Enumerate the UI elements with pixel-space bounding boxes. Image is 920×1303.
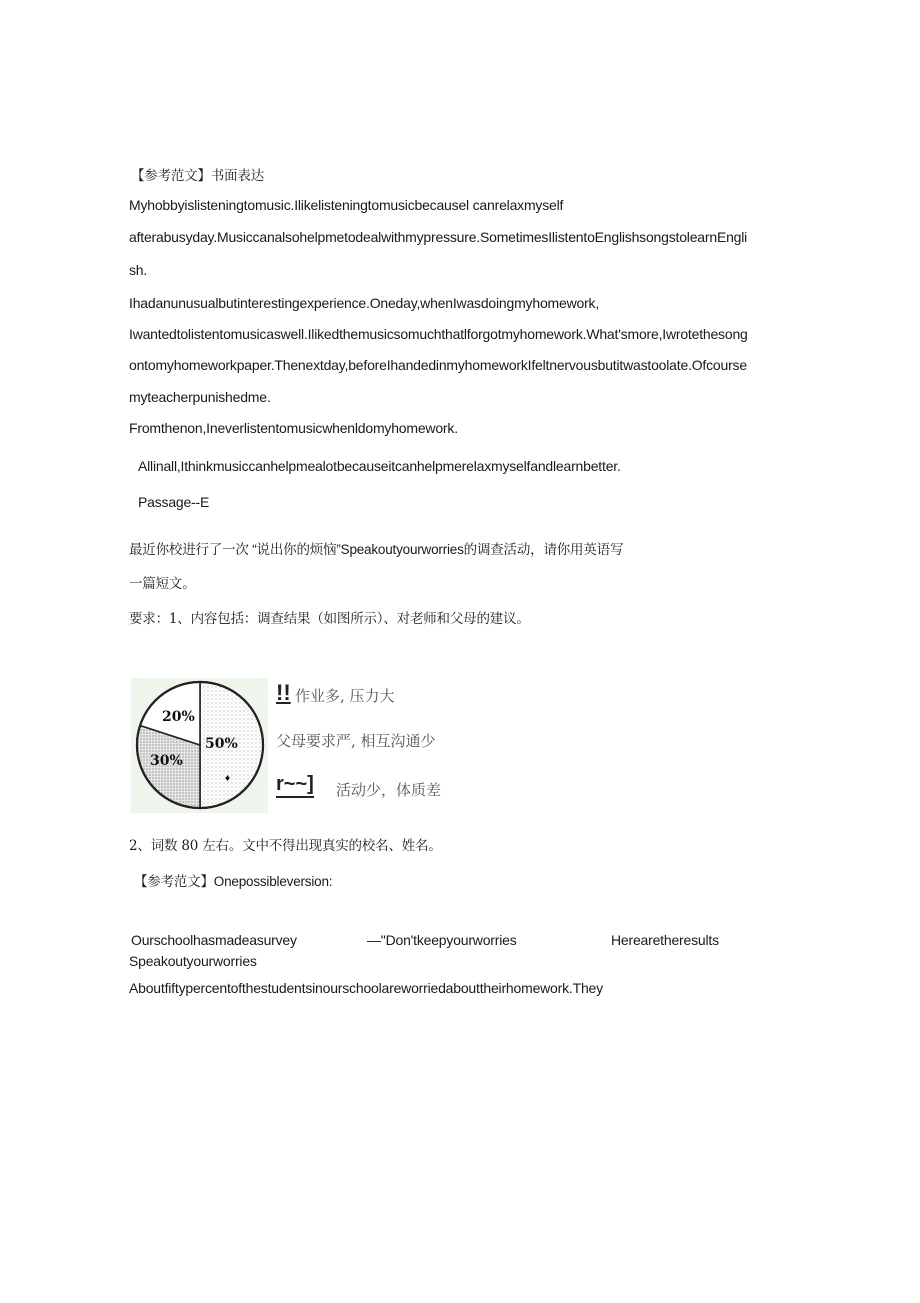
essay2-col-1: Ourschoolhasmadeasurvey: [131, 932, 297, 948]
essay-line-3: sh.: [129, 262, 148, 278]
pie-label-30: 30%: [150, 753, 183, 769]
legend-item-3: 活动少，体质差: [336, 781, 442, 799]
essay-line-1: Myhobbyislisteningtomusic.Ilikelisteningtomusicbecausel canrelaxmyself: [129, 197, 564, 213]
legend-mark-1: !!: [276, 680, 291, 705]
pie-label-50: 50%: [205, 736, 238, 752]
essay-line-7: myteacherpunishedme.: [129, 389, 271, 405]
essay-line-5: Iwantedtolistentomusicaswell.Ilikedthemusicsomuchthatlforgotmyhomework.What'smore,Iwrotethesong: [129, 326, 748, 342]
essay2-col-2: —"Don'tkeepyourworries: [367, 932, 517, 948]
essay-line-4: Ihadanunusualbutinterestingexperience.Oneday,whenIwasdoingmyhomework,: [129, 295, 600, 311]
pie-chart: [131, 678, 268, 813]
essay2-line-3: Aboutfiftypercentofthestudentsinourschoolareworriedabouttheirhomework.They: [129, 980, 603, 996]
pie-dot-mark: ♦: [225, 773, 231, 784]
heading-possible-version: 【参考范文】Onepossibleversion:: [134, 874, 333, 889]
requirement-1: 要求：1、内容包括：调查结果（如图所示）、对老师和父母的建议。: [129, 611, 530, 627]
prompt-line-2: 一篇短文。: [129, 576, 196, 592]
legend-item-2: 父母要求严, 相互沟通少: [276, 732, 436, 750]
pie-label-20: 20%: [162, 709, 195, 725]
legend-mark-2: r~~]: [276, 773, 314, 798]
essay-line-8: Fromthenon,Ineverlistentomusicwhenldomyhomework.: [129, 420, 458, 436]
passage-label: Passage--E: [138, 494, 210, 510]
essay-line-6: ontomyhomeworkpaper.Thenextday,beforeIhandedinmyhomeworkIfeltnervousbutitwastoolate.Ofcourse: [129, 357, 747, 373]
legend-item-1: 作业多, 压力大: [295, 687, 395, 705]
essay-line-9: Allinall,Ithinkmusiccanhelpmealotbecauseitcanhelpmerelaxmyselfandlearnbetter.: [138, 458, 621, 474]
essay2-col-3: Herearetheresults: [611, 932, 719, 948]
essay-line-2: afterabusyday.Musiccanalsohelpmetodealwithmypressure.SometimesIlistentoEnglishsongstolearnEngli: [129, 229, 748, 245]
prompt-line-1: 最近你校进行了一次 “说出你的烦恼”Speakoutyourworries的调查活动，请你用英语写: [129, 542, 624, 557]
essay2-line-2: Speakoutyourworries: [129, 953, 257, 969]
heading-reference-essay: 【参考范文】书面表达: [131, 168, 264, 184]
requirement-2: 2、词数 80 左右。文中不得出现真实的校名、姓名。: [129, 838, 442, 854]
